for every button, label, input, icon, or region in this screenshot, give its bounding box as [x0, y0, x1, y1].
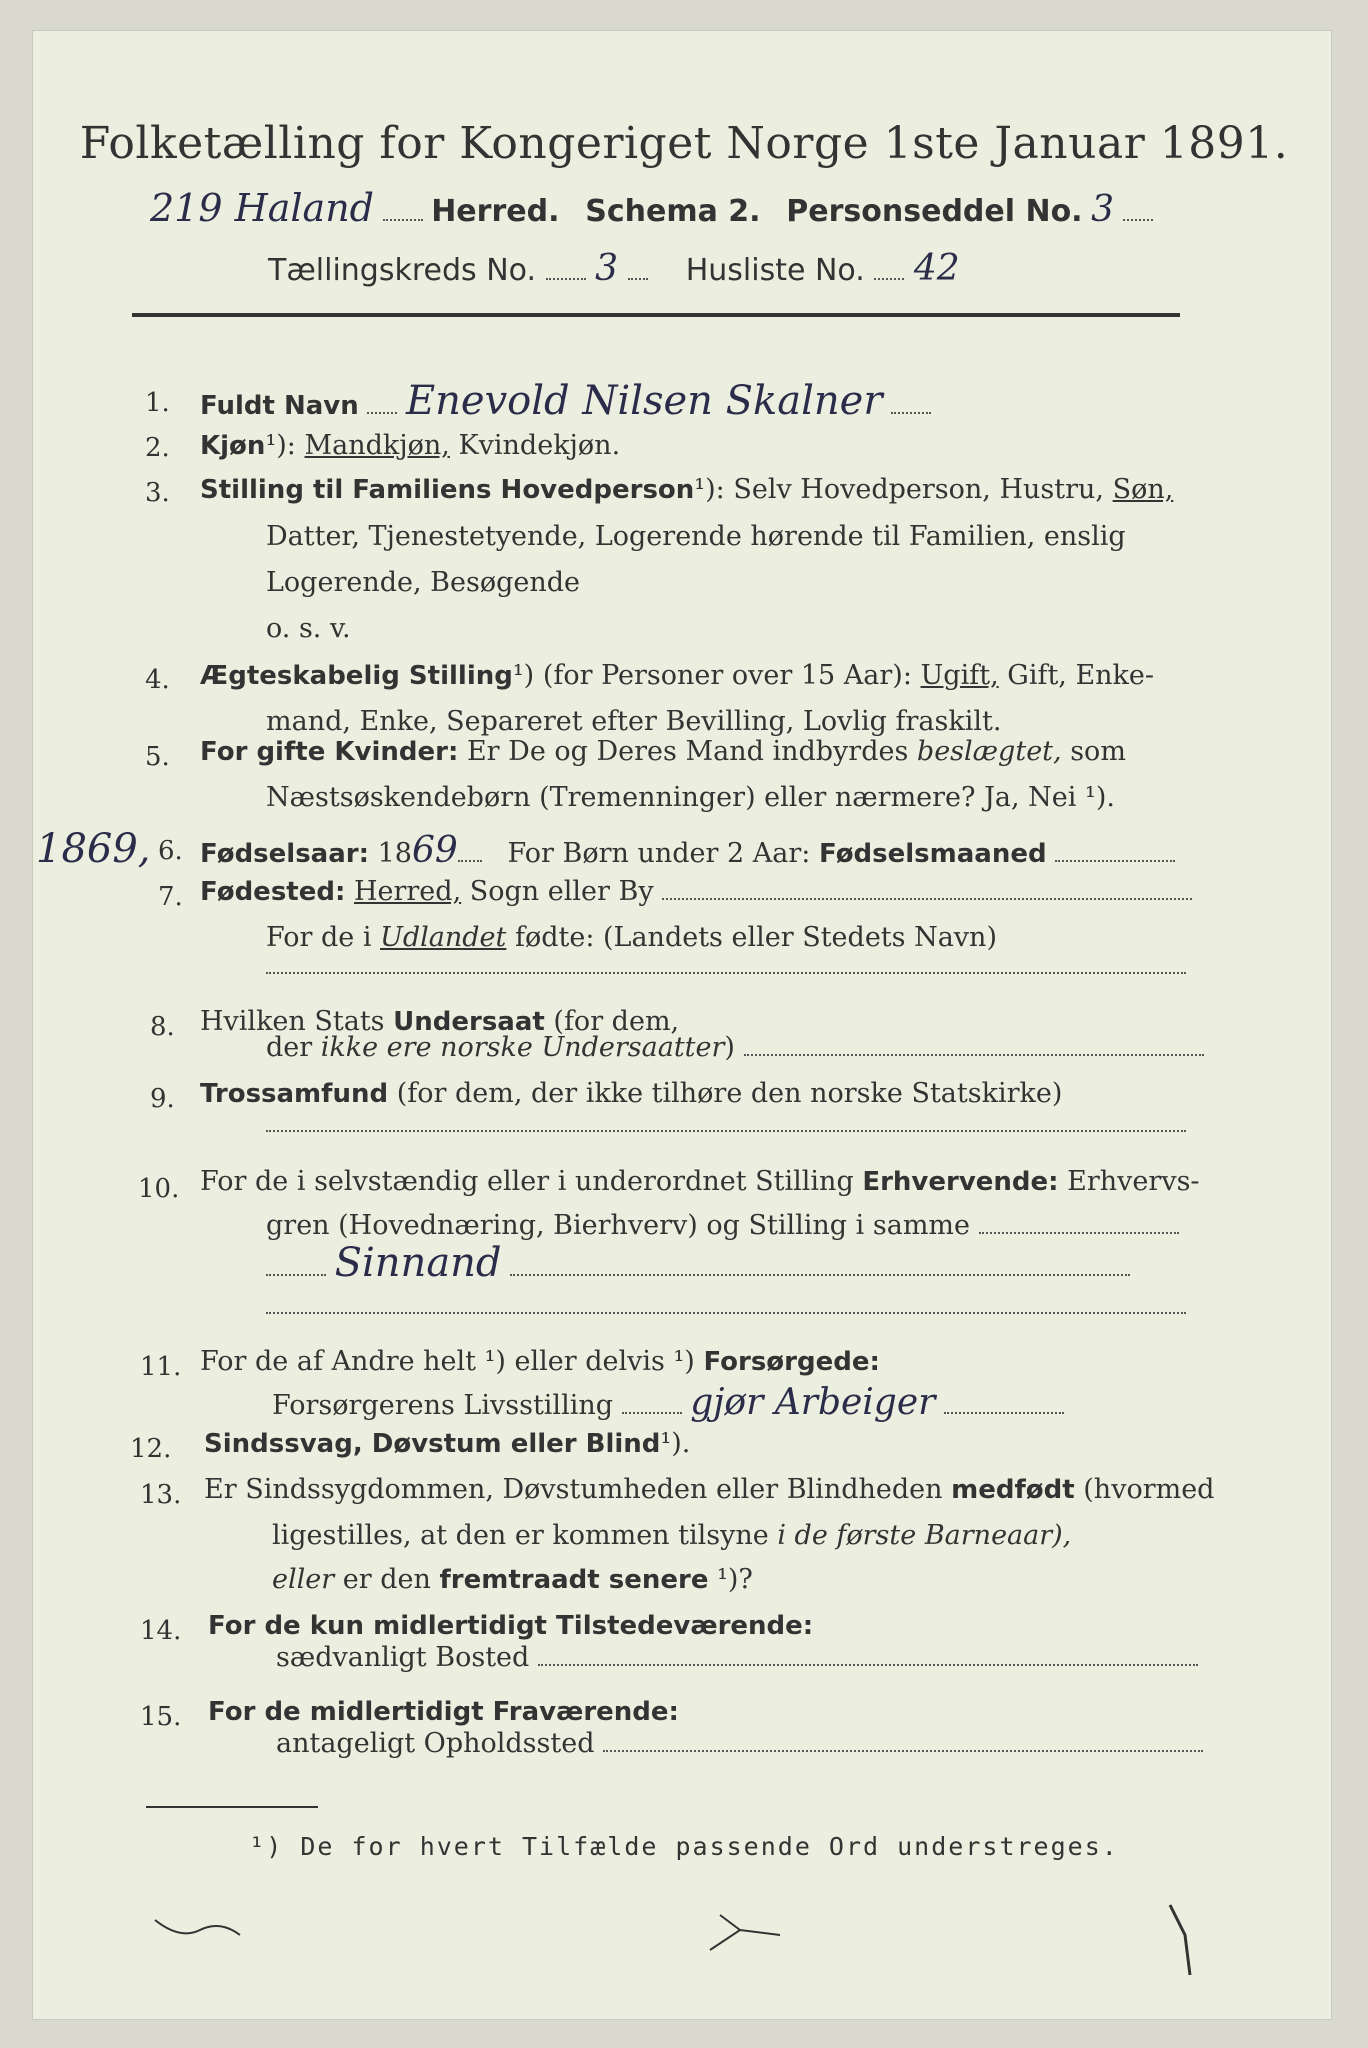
field-3-text3: Logerende, Besøgende	[266, 567, 580, 598]
field-13-number: 13.	[140, 1480, 182, 1510]
field-11-number: 11.	[140, 1352, 182, 1382]
husliste-number: 42	[913, 248, 960, 289]
field-3-text1: Selv Hovedperson, Hustru,	[733, 474, 1104, 505]
field-12-sup: ¹).	[660, 1428, 691, 1459]
field-15-text2: antageligt Opholdssted	[276, 1728, 595, 1759]
header-rule	[132, 313, 1180, 317]
field-13-text2a: ligestilles, at den er kommen tilsyne	[272, 1520, 769, 1551]
husliste-label: Husliste No.	[685, 253, 865, 288]
field-3-text2: Datter, Tjenestetyende, Logerende hørende til Familien, enslig	[266, 521, 1126, 552]
field-5-text1: Er De og Deres Mand indbyrdes	[466, 736, 909, 767]
pen-mark-center	[700, 1900, 800, 1960]
field-7-line2	[266, 922, 997, 953]
field-10-bold: Erhvervende:	[862, 1167, 1059, 1197]
field-15-number: 15.	[140, 1702, 182, 1732]
field-2-option-male: Mandkjøn,	[304, 430, 450, 461]
field-8-text2a: der	[266, 1032, 313, 1063]
herred-label: Herred.	[431, 194, 560, 229]
herred-handwritten: 219 Haland	[150, 186, 375, 230]
field-3-sup: ¹):	[694, 474, 725, 505]
field-7-number: 7.	[158, 882, 183, 912]
field-10-line3	[266, 1240, 1130, 1286]
field-10-blank	[266, 1290, 1186, 1321]
field-13-italic: i de første Barneaar),	[777, 1520, 1072, 1551]
field-1-number: 1.	[145, 388, 170, 418]
field-9	[200, 1078, 1062, 1109]
field-5-text1b: som	[1070, 736, 1126, 767]
kreds-number: 3	[595, 248, 618, 289]
field-13-bold2: fremtraadt senere	[439, 1565, 709, 1595]
field-13-line3	[272, 1564, 753, 1595]
schema-label: Schema 2.	[585, 194, 761, 229]
field-8-line2: der ikke ere norske Undersaatter)	[266, 1032, 1204, 1063]
field-3	[200, 474, 1173, 505]
field-10-text1a: For de i selvstændig eller i underordnet Stilling	[200, 1166, 854, 1197]
field-6-number: 6.	[158, 836, 183, 866]
field-7-text2a: For de i	[266, 922, 372, 953]
field-2	[200, 430, 620, 461]
field-13-text3a: er den	[342, 1564, 431, 1595]
field-1-label: Fuldt Navn	[200, 391, 359, 421]
pen-mark-left	[150, 1910, 250, 1950]
field-1	[200, 378, 931, 424]
field-11-line2	[272, 1382, 1064, 1423]
field-8-text1a: Hvilken Stats	[200, 1006, 385, 1037]
footnote: ¹) De for hvert Tilfælde passende Ord understreges.	[249, 1832, 1119, 1861]
field-3-label: Stilling til Familiens Hovedperson	[200, 475, 695, 505]
field-10-text1b: Erhvervs-	[1067, 1166, 1200, 1197]
personseddel-label: Personseddel No.	[786, 194, 1083, 229]
field-7-text: Sogn eller By	[469, 876, 654, 907]
field-14-text2: sædvanligt Bosted	[276, 1642, 530, 1673]
field-7-text2b: fødte: (Landets eller Stedets Navn)	[514, 922, 997, 953]
footnote-rule	[146, 1806, 318, 1808]
field-7-italic: Udlandet	[380, 922, 507, 953]
field-9-text: (for dem, der ikke tilhøre den norske Statskirke)	[396, 1078, 1063, 1109]
field-10-value: Sinnand	[334, 1240, 502, 1286]
field-4-label: Ægteskabelig Stilling	[200, 661, 513, 691]
field-14-number: 14.	[140, 1616, 182, 1646]
field-4-text2: mand, Enke, Separeret efter Bevilling, Lovlig fraskilt.	[266, 706, 1002, 737]
field-9-bold: Trossamfund	[200, 1079, 389, 1109]
field-14-bold: For de kun midlertidigt Tilstedeværende:	[208, 1611, 814, 1641]
field-4-number: 4.	[145, 665, 170, 695]
field-13	[204, 1474, 1214, 1505]
field-13-text1a: Er Sindssygdommen, Døvstumheden eller Blindheden	[204, 1474, 943, 1505]
field-15-line2	[276, 1728, 1203, 1759]
field-6-text: For Børn under 2 Aar:	[507, 838, 811, 869]
kreds-line	[268, 248, 960, 289]
field-5-number: 5.	[145, 742, 170, 772]
field-5-italic: beslægtet,	[916, 736, 1062, 767]
field-8-bold: Undersaat	[393, 1007, 545, 1037]
pen-mark-right	[1160, 1895, 1220, 1985]
field-8-number: 8.	[150, 1012, 175, 1042]
field-13-italic2: eller	[272, 1564, 335, 1595]
field-4-text1: (for Personer over 15 Aar):	[542, 660, 912, 691]
field-2-option-female: Kvindekjøn.	[458, 430, 621, 461]
field-7-blank	[266, 950, 1186, 981]
field-6-label2: Fødselsmaaned	[818, 839, 1047, 869]
field-4-option-ugift: Ugift,	[920, 660, 999, 691]
herred-line	[150, 186, 1153, 230]
field-10-line2	[266, 1210, 1179, 1241]
field-3-text4: o. s. v.	[266, 613, 351, 644]
field-9-blank	[266, 1108, 1186, 1139]
field-12	[204, 1428, 690, 1459]
field-14	[208, 1610, 813, 1641]
field-5-label: For gifte Kvinder:	[200, 737, 459, 767]
field-11-bold: Forsørgede:	[703, 1347, 880, 1377]
field-8-italic: ikke ere norske Undersaatter	[320, 1032, 725, 1063]
field-8-text1b: (for dem,	[553, 1006, 680, 1037]
field-11-text2: Forsørgerens Livsstilling	[272, 1390, 614, 1421]
field-13-text1b: (hvormed	[1083, 1474, 1215, 1505]
field-11-text1a: For de af Andre helt ¹) eller delvis ¹)	[200, 1346, 695, 1377]
field-13-text3b: ¹)?	[717, 1564, 753, 1595]
field-3-number: 3.	[145, 478, 170, 508]
field-2-label: Kjøn	[200, 431, 266, 461]
field-4-text1b: Gift, Enke-	[1007, 660, 1155, 691]
field-10-number: 10.	[138, 1174, 180, 1204]
field-1-value: Enevold Nilsen Skalner	[405, 378, 883, 424]
field-6-year: 69	[411, 830, 458, 871]
field-5-text2: Næstsøskendebørn (Tremenninger) eller nærmere? Ja, Nei ¹).	[266, 782, 1115, 813]
field-4	[200, 660, 1154, 691]
field-14-line2	[276, 1642, 1198, 1673]
form-title: Folketælling for Kongeriget Norge 1ste Januar 1891.	[79, 118, 1289, 169]
field-2-number: 2.	[145, 433, 170, 463]
field-6-label: Fødselsaar:	[200, 839, 369, 869]
field-7-label: Fødested:	[200, 877, 346, 907]
field-12-bold: Sindssvag, Døvstum eller Blind	[204, 1429, 661, 1459]
field-11	[200, 1346, 880, 1377]
field-15-bold: For de midlertidigt Fraværende:	[208, 1697, 679, 1727]
field-10	[200, 1166, 1200, 1197]
field-6	[200, 830, 1175, 871]
field-6-prefix: 18	[377, 838, 412, 869]
field-2-sup: ¹):	[265, 430, 296, 461]
personseddel-number: 3	[1091, 189, 1115, 230]
field-10-text2: gren (Hovednæring, Bierhverv) og Stilling i samme	[266, 1210, 971, 1241]
field-13-line2	[272, 1520, 1071, 1551]
kreds-label: Tællingskreds No.	[268, 253, 536, 288]
field-3-option-son: Søn,	[1112, 474, 1174, 505]
field-6-margin-year: 1869,	[36, 826, 151, 872]
field-7	[200, 876, 1192, 907]
field-4-sup: ¹)	[512, 660, 535, 691]
field-12-number: 12.	[130, 1434, 172, 1464]
field-11-value: gjør Arbeiger	[690, 1382, 936, 1423]
field-15	[208, 1696, 679, 1727]
field-13-bold: medfødt	[951, 1475, 1075, 1505]
field-7-option-herred: Herred,	[353, 876, 462, 907]
field-5	[200, 736, 1126, 767]
field-9-number: 9.	[150, 1084, 175, 1114]
